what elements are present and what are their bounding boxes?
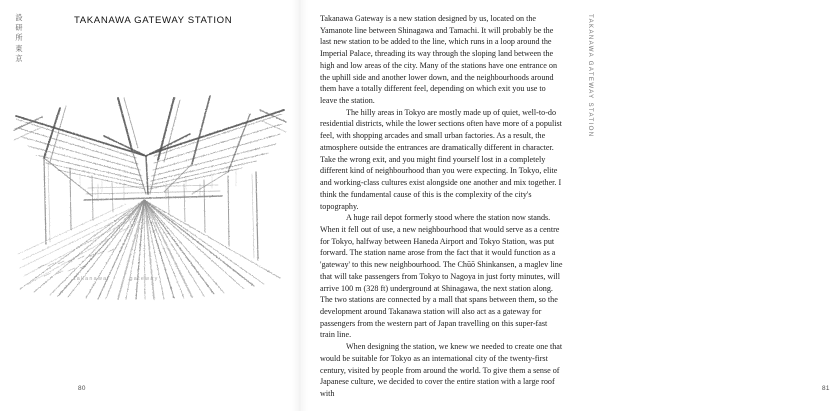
imprint-char: 東 <box>15 43 23 53</box>
caption-word: takanawa <box>74 276 108 282</box>
imprint-char: 京 <box>15 53 23 63</box>
imprint-char: 設 <box>15 13 23 22</box>
chapter-title: TAKANAWA GATEWAY STATION <box>74 15 233 26</box>
page-number-left: 80 <box>78 385 86 392</box>
body-paragraph: When designing the station, we knew we needed to create one that would be suitable for Tokyo as an international city of the twenty-first century, visited by people from around the world. To give them a sense of Japanese culture, we decided to cover the entire station with a large roof with <box>320 342 563 398</box>
body-paragraph: The hilly areas in Tokyo are mostly made up of quiet, well-to-do residential districts, while the lower sections often have more of a populist feel, with shopping arcades and small urban factories. As a result, the atmosphere outside the entrances are dramatically different in character. Take the wrong exit, and you might find yourself lost in a completely different kind of neighbourhood than you were expecting. In Tokyo, elite and working-class cultures exist alongside one another and mix together. I think the fundamental cause of this is the complexity of the city's topography. <box>320 107 562 211</box>
perspective-sketch <box>14 84 286 299</box>
body-paragraph: Takanawa Gateway is a new station designed by us, located on the Yamanote line between Shinagawa and Tamachi. It will probably be the last new station to be added to the line, which runs in a loop around the Imperial Palace, threading its way through the sloping land between the high and low areas of the city. Many of the stations have one entrance on the uphill side and another lower down, and the neighbourhoods around them have a totally different feel, depending on which exit you use to leave the station. <box>320 14 558 106</box>
imprint-char: 研 <box>15 23 23 33</box>
running-head: TAKANAWA GATEWAY STATION <box>587 14 594 138</box>
page-number-right: 81 <box>822 385 830 392</box>
imprint-char: 所 <box>15 33 23 43</box>
sketch-illustration <box>14 84 286 299</box>
left-page <box>0 0 300 411</box>
sketch-caption <box>74 276 234 282</box>
japanese-imprint <box>12 13 26 64</box>
right-page <box>300 0 830 411</box>
body-text-column <box>320 13 563 400</box>
body-paragraph: A huge rail depot formerly stood where the station now stands. When it fell out of use, a new neighbourhood that would serve as a centre for Tokyo, halfway between Haneda Airport and Tokyo Station, was put forward. The station name arose from the fact that it would function as a 'gateway' to this new neighbourhood. The Chūō Shinkansen, a maglev line that will take passengers from Tokyo to Nagoya in just forty minutes, will arrive 100 m (328 ft) underground at Shinagawa, the next station along. The two stations are connected by a mall that spans between them, so the development around Takanawa station will also act as a gateway for passengers from the western part of Japan travelling on this super-fast train line. <box>320 213 563 340</box>
caption-word: gateway <box>129 276 159 282</box>
